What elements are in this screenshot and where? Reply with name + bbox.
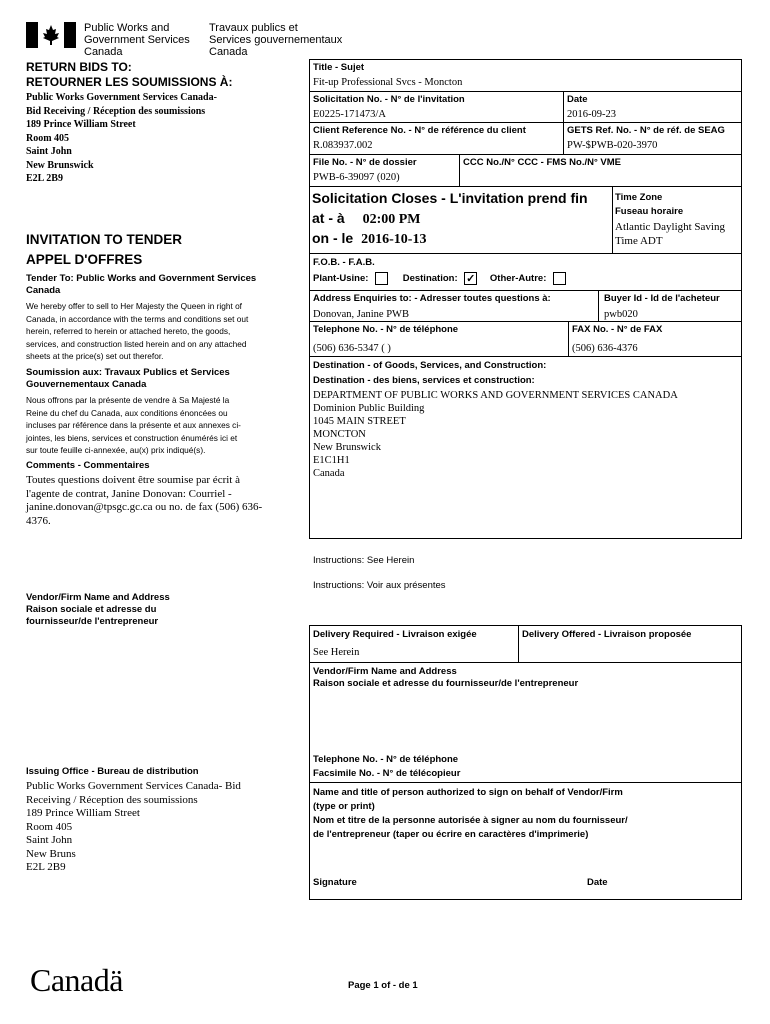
other-checkbox[interactable] <box>553 272 566 285</box>
return-bids-title-fr: RETOURNER LES SOUMISSIONS À: <box>26 75 233 89</box>
fax-label: FAX No. - N° de FAX <box>572 324 663 335</box>
gets-value: PW-$PWB-020-3970 <box>567 140 658 151</box>
destination-checkbox[interactable]: ✓ <box>466 273 476 285</box>
date-label: Date <box>567 94 588 105</box>
gets-label: GETS Ref. No. - N° de réf. de SEAG <box>567 125 725 136</box>
instructions-en: Instructions: See Herein <box>313 555 415 566</box>
return-bids-address: Public Works Government Services Canada- Bid Receiving / Réception des soumissions 189 Prince William Street Room 405 Saint John New Brunswick E2L 2B9 <box>26 92 217 184</box>
buyer-label: Buyer Id - Id de l'acheteur <box>604 293 720 304</box>
on-label: on - le <box>312 230 354 246</box>
fax-value: (506) 636-4376 <box>572 343 638 354</box>
signature-date-label: Date <box>587 877 608 888</box>
title-label: Title - Sujet <box>313 62 365 73</box>
title-value: Fit-up Professional Svcs - Moncton <box>313 77 463 88</box>
timezone-value: Atlantic Daylight Saving Time ADT <box>615 221 725 247</box>
closes-at <box>312 210 421 228</box>
telephone-label: Telephone No. - N° de téléphone <box>313 324 459 335</box>
dest-goods-label2: Destination - des biens, services et construction: <box>313 375 535 386</box>
page-number: Page 1 of - de 1 <box>348 980 418 991</box>
comments-heading: Comments - Commentaires <box>26 460 150 471</box>
at-value: 02:00 PM <box>362 212 421 227</box>
gov-fr-line2: Services gouvernementaux <box>209 34 343 46</box>
closes-label: Solicitation Closes - L'invitation prend fin <box>312 190 588 206</box>
soumission-heading: Soumission aux: Travaux Publics et Services Gouvernementaux Canada <box>26 367 230 390</box>
delivery-vendor-label: Vendor/Firm Name and Address Raison sociale et adresse du fournisseur/de l'entrepreneur <box>313 666 579 689</box>
gov-en-line3: Canada <box>84 46 123 58</box>
canada-flag-icon <box>26 22 76 48</box>
buyer-value: pwb020 <box>604 309 638 320</box>
soumission-text: Nous offrons par la présente de vendre à Sa Majesté la Reine du chef du Canada, aux conditions énoncées ou incluses par référence dans la présente et aux annexes ci-jointes, les biens, services et construction énumérés ici et sur toute feuille ci-annexée, au(x) prix indiqué(s). <box>26 395 241 455</box>
tender-to-text: We hereby offer to sell to Her Majesty the Queen in right of Canada, in accordance with the terms and conditions set out herein, referred to herein or attached hereto, the goods, services, and construction listed herein and on any attached sheets at the price(s) set out therefor. <box>26 301 249 361</box>
delivery-offered-label: Delivery Offered - Livraison proposée <box>522 629 692 640</box>
at-label: at - à <box>312 210 345 226</box>
on-value: 2016-10-13 <box>361 232 427 247</box>
client-ref-label: Client Reference No. - N° de référence du client <box>313 125 526 136</box>
gov-en-line2: Government Services <box>84 34 190 46</box>
closes-on <box>312 230 426 248</box>
gov-name-en <box>84 22 190 58</box>
fob-row <box>313 272 566 285</box>
gov-fr-line1: Travaux publics et <box>209 22 298 34</box>
invitation-title-fr: APPEL D'OFFRES <box>26 252 143 267</box>
plant-checkbox[interactable] <box>375 272 388 285</box>
return-bids-title-en: RETURN BIDS TO: <box>26 60 132 74</box>
client-ref-value: R.083937.002 <box>313 140 373 151</box>
gov-en-line1: Public Works and <box>84 22 170 34</box>
timezone-label1: Time Zone <box>615 192 663 203</box>
canada-wordmark: Canadä <box>30 962 123 998</box>
telephone-value: (506) 636-5347 ( ) <box>313 343 391 354</box>
invitation-title-en: INVITATION TO TENDER <box>26 232 183 247</box>
delivery-tel-label: Telephone No. - N° de téléphone <box>313 754 459 765</box>
dest-goods-value: DEPARTMENT OF PUBLIC WORKS AND GOVERNMENT SERVICES CANADA Dominion Public Building 1045 MAIN STREET MONCTON New Brunswick E1C1H1 Canada <box>313 390 678 479</box>
issuing-text: Public Works Government Services Canada- Bid Receiving / Réception des soumissions 189 Prince William Street Room 405 Saint John New Bruns E2L 2B9 <box>26 780 241 873</box>
signature-label: Signature <box>313 877 357 888</box>
destination-label: Destination: <box>402 273 458 285</box>
file-label: File No. - N° de dossier <box>313 157 417 168</box>
date-value: 2016-09-23 <box>567 109 616 120</box>
delivery-required-value: See Herein <box>313 647 360 658</box>
gov-name-fr <box>209 22 342 58</box>
plant-label: Plant-Usine: <box>313 273 369 285</box>
timezone-label2: Fuseau horaire <box>615 206 684 217</box>
delivery-sign-label: Name and title of person authorized to sign on behalf of Vendor/Firm (type or print) Nom et titre de la personne autorisée à signer au nom du fournisseur/ de l'entrepreneur (taper ou écrire en caractères d'imprimerie) <box>313 787 628 840</box>
dest-goods-label1: Destination - of Goods, Services, and Construction: <box>313 360 547 371</box>
other-label: Other-Autre: <box>489 273 547 285</box>
tender-to-heading: Tender To: Public Works and Government Services Canada <box>26 273 257 296</box>
solicitation-value: E0225-171473/A <box>313 109 386 120</box>
address-enq-value: Donovan, Janine PWB <box>313 309 409 320</box>
ccc-label: CCC No./N° CCC - FMS No./N° VME <box>463 157 622 168</box>
instructions-fr: Instructions: Voir aux présentes <box>313 580 446 591</box>
vendor-left-label: Vendor/Firm Name and Address Raison sociale et adresse du fournisseur/de l'entrepreneur <box>26 592 170 627</box>
address-enq-label: Address Enquiries to: - Adresser toutes questions à: <box>313 293 551 304</box>
delivery-required-label: Delivery Required - Livraison exigée <box>313 629 477 640</box>
solicitation-label: Solicitation No. - N° de l'invitation <box>313 94 465 105</box>
issuing-heading: Issuing Office - Bureau de distribution <box>26 766 199 777</box>
fob-label: F.O.B. - F.A.B. <box>313 257 375 268</box>
delivery-fax-label: Facsimile No. - N° de télécopieur <box>313 768 461 779</box>
comments-text: Toutes questions doivent être soumise par écrit à l'agente de contrat, Janine Donovan: Courriel - janine.donovan@tpsgc.gc.ca ou no. de fax (506) 636-4376. <box>26 474 263 527</box>
gov-fr-line3: Canada <box>209 46 248 58</box>
file-value: PWB-6-39097 (020) <box>313 172 400 183</box>
